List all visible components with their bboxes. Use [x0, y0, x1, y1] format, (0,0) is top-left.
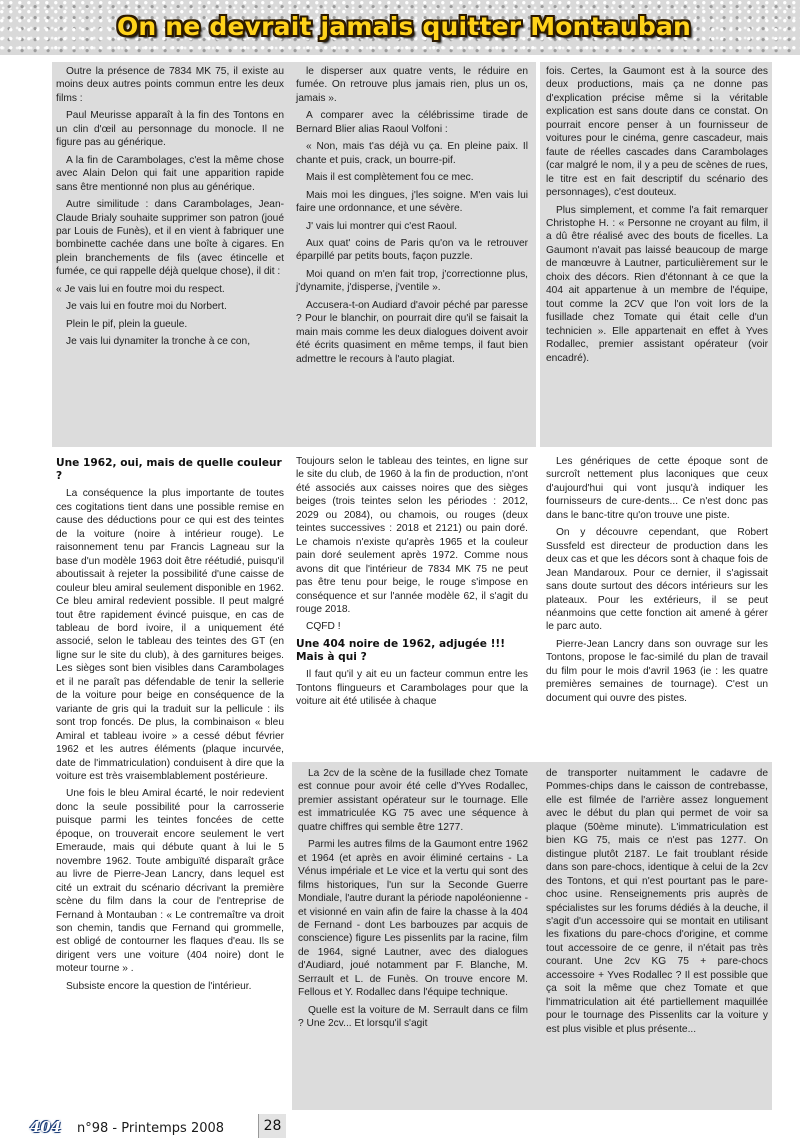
- col1-mid: [56, 455, 284, 997]
- paragraph: On y découvre cependant, que Robert Sussfeld est directeur de production dans les deux cas et que les décors sont à chaque fois de Jean Mandaroux. Pour ce dernier, il s'agissait sans doute surtout des décors intérieurs sur les plateaux. Pour les extérieurs, il se peut néanmoins que cette fonction ait amené à gérer le parc auto.: [546, 527, 768, 633]
- paragraph: La conséquence la plus importante de toutes ces cogitations tient dans une possible remise en cause des déductions pour ce qui est des teintes de la voiture (noire à intérieur rouge). Le raisonnement tenu par Francis Lagneau sur la base d'un modèle 1963 doit être réétudié, puisqu'il aboutissait à rejeter la possibilité d'une caisse de couleur bleu amiral seulement disponible en 1962. Ce bleu amiral redevient possible. Il peut malgré tout être rapidement évincé puisque, en cas de tableau de bord ivoire, il a uniquement été associé, selon le tableau des teintes des GT (en ligne sur le site du club), à des garnitures beiges. Les sièges sont bien visibles dans Carambolages et il ne paraît pas défendable de tenir la sellerie de la voiture pour beige en conséquence de la variante de gris qui la traduit sur la pellicule : ils sont trop foncés. De plus, la combinaison « bleu Amiral et tableau ivoire » a cessé début février 1962 et les autres éléments (plaque incurvée, date de l'immatriculation) conduisent à dire que la voiture est très vraisemblablement postérieure.: [56, 488, 284, 782]
- section-heading: Une 404 noire de 1962, adjugée !!! Mais à qui ?: [296, 637, 506, 664]
- magazine-logo: 404: [30, 1118, 62, 1136]
- paragraph: de transporter nuitamment le cadavre de Pommes-chips dans le caisson de contrebasse, elle est filmée de l'arrière assez longuement avec le début du plan qui permet de voir sa plaque (50ème minute). L'immatriculation est bien KG 75, mais ce n'est pas 1277. On distingue plutôt 2187. Le fait troublant réside dans son pare-chocs, identique à celui de la 2cv des Tontons, et qui n'est pourtant pas le pare-choc usine. Renseignements pris auprès de spécialistes sur les forums dédiés à la deuche, il s'agit d'un accessoire qui se montait en utilisant les fixations du pare-chocs d'origine, et comme tout accessoire de ce genre, il n'était pas très courant. Une 2cv KG 75 + pare-chocs accessoire + Yves Rodallec ? Il est possible que ça soit la même que chez Tomate et que l'immatriculation ait été partiellement maquillée pour le tournage des Pissenlits car la voiture y est plus visible et plus présente...: [546, 768, 768, 1035]
- paragraph: Accusera-t-on Audiard d'avoir péché par paresse ? Pour le blanchir, on pourrait dire qu'il se faisait la main mais comme les deux dialogues doivent avoir été écrits quasiment en même temps, il faut bien admettre le recours à l'auto plagiat.: [296, 299, 528, 365]
- quote-line: Je vais lui dynamiter la tronche à ce con,: [66, 336, 251, 348]
- sidebar-col1: [298, 767, 528, 1035]
- paragraph: Pierre-Jean Lancry dans son ouvrage sur les Tontons, propose le fac-similé du plan de travail du film pour le mois d'avril 1963 (ie : les quatre premières semaines de tournage). C'est un document qui ouvre des pistes.: [546, 638, 768, 704]
- page-title: On ne devrait jamais quitter Montauban: [116, 12, 692, 41]
- quote-line: Je vais lui en foutre moi du Norbert.: [66, 301, 227, 313]
- quote-line: Moi quand on m'en fait trop, j'correctionne plus, j'dynamite, j'disperse, j'ventile ».: [296, 268, 528, 294]
- quote-line: J' vais lui montrer qui c'est Raoul.: [306, 220, 458, 232]
- paragraph: le disperser aux quatre vents, le réduire en fumée. On retrouve plus jamais rien, plus un os, jamais ».: [296, 66, 528, 104]
- paragraph: Toujours selon le tableau des teintes, en ligne sur le site du club, de 1960 à la fin de production, n'ont été associés aux caisses noires que des sièges beiges (trois teintes selon les périodes : 2012, 2029 ou 2084), ou chamois, ou rouges (deux teintes successives : 2018 et 2121) ou pain doré. Le chamois n'existe qu'après 1965 et la couleur pain doré seulement après 1972. Comme nous avons dit que l'intérieur de 7834 MK 75 ne peut pas être tenu pour beige, le rouge s'impose en conséquence et sur l'année modèle 62, il s'agit du rouge 2018.: [296, 456, 528, 615]
- col1-top: [56, 65, 284, 353]
- issue-label: n°98 - Printemps 2008: [77, 1121, 225, 1136]
- paragraph: fois. Certes, la Gaumont est à la source des deux productions, mais ça ne donne pas d'explication précise même si la véritable explication est sans doute dans ce constat. On pourrait encore penser à un fournisseur de voitures pour le cinéma, genre cascadeur, mais faute de réelles cascades dans Carambolages (car malgré le nom, il y a peu de scènes de rues, le titre est en fait descriptif du scénario des personnages), c'est douteux.: [546, 66, 768, 199]
- paragraph: A la fin de Carambolages, c'est la même chose avec Alain Delon qui fait une apparition rapide sans être mentionné non plus au générique.: [56, 154, 284, 193]
- paragraph: La 2cv de la scène de la fusillade chez Tomate est connue pour avoir été celle d'Yves Rodallec, premier assistant opérateur sur le tournage. Elle est immatriculée KG 75 avec une séquence à quatre chiffres qui semble être 1277.: [298, 768, 528, 833]
- quote-line: « Je vais lui en foutre moi du respect.: [56, 283, 225, 295]
- paragraph: CQFD !: [306, 621, 341, 633]
- col2-top: [296, 65, 528, 370]
- paragraph: Autre similitude : dans Carambolages, Jean-Claude Brialy souhaite supprimer son patron (joué par Louis de Funès), et il en vient à fabriquer une bombinette cachée dans une boîte à cigares. En plein branchements de fils (avec étincelle et fumée, ce qui rappelle déjà quelque chose), il dit :: [56, 199, 284, 278]
- paragraph: Paul Meurisse apparaît à la fin des Tontons en un clin d'œil au personnage du monocle. Il ne figure pas au générique.: [56, 110, 284, 149]
- col3-top: [546, 65, 768, 369]
- paragraph: Outre la présence de 7834 MK 75, il existe au moins deux autres points commun entre les deux films :: [56, 66, 284, 104]
- paragraph: Subsiste encore la question de l'intérieur.: [66, 980, 252, 992]
- col2-mid: [296, 455, 528, 713]
- paragraph: Une fois le bleu Amiral écarté, le noir redevient donc la seule possibilité pour la carrosserie puisque parmi les teintes foncées de cette époque, on trouverait encore seulement le vert Emeraude, mais qui débute quant à lui le 5 novembre 1962. Toute ambiguïté disparaît grâce au livre de Pierre-Jean Lancry, dans lequel est cité un extrait du scénario décrivant la première scène du film dans la cour de l'entreprise de Fernand à Montauban : « Le contremaître va droit son chemin, tandis que Fernand qui grommelle, est obligé de contourner les flaques d'eau. Ils se dirigent vers une voiture (404 noire) dont le moteur tourne » .: [56, 788, 284, 975]
- col3-mid: [546, 455, 768, 709]
- quote-line: Aux quat' coins de Paris qu'on va le retrouver éparpillé par petits bouts, façon puzzle.: [296, 237, 528, 263]
- quote-line: « Non, mais t'as déjà vu ça. En pleine paix. Il chante et puis, crack, un bourre-pif.: [296, 141, 528, 166]
- page-number: 28: [258, 1114, 286, 1138]
- paragraph: Les génériques de cette époque sont de surcroît nettement plus laconiques que ceux d'aujourd'hui qui vont jusqu'à indiquer les fournisseurs de cure-dents... Ce n'est donc pas dans le banc-titre qu'on trouve une piste.: [546, 456, 768, 521]
- paragraph: Parmi les autres films de la Gaumont entre 1962 et 1964 (et après en avoir éliminé certains - La Vénus impériale et Le vice et la vertu qui sont des films historiques, l'un sur la Seconde Guerre Mondiale, l'autre durant la période napoléonienne - et visionné en vain afin de faire la chasse à la 404 de Fernand - dont Les barbouzes par acquis de conscience) figure Les pissenlits par la racine, film de 1964, signé Lautner, avec des dialogues d'Audiard, joué notamment par F. Blanche, M. Serrault et L. de Funès. On trouve encore M. Fellous et Y. Rodallec dans l'équipe technique.: [298, 839, 528, 999]
- sidebar-col2: [546, 767, 768, 1040]
- section-heading: Une 1962, oui, mais de quelle couleur ?: [56, 457, 282, 483]
- footer: [0, 1112, 800, 1143]
- paragraph: A comparer avec la célébrissime tirade de Bernard Blier alias Raoul Volfoni :: [296, 110, 528, 135]
- quote-line: Plein le pif, plein la gueule.: [66, 318, 188, 330]
- paragraph: Il faut qu'il y ait eu un facteur commun entre les Tontons flingueurs et Carambolages pour que la voiture ait été utilisée à chaque: [296, 669, 528, 708]
- quote-line: Mais il est complètement fou ce mec.: [306, 172, 474, 184]
- paragraph: Quelle est la voiture de M. Serrault dans ce film ? Une 2cv... Et lorsqu'il s'agit: [298, 1004, 528, 1030]
- paragraph: Plus simplement, et comme l'a fait remarquer Christophe H. : « Personne ne croyant au film, il a dû être réalisé avec des bouts de ficelles. La Gaumont n'avait pas laissé beaucoup de marge de manœuvre à Lautner, particulièrement sur le choix des décors. Rien d'étonnant à ce que la 404 ait appartenue à un membre de l'équipe, tout comme la 2CV que l'on voit lors de la fusillade chez Tomate qui était celle d'un technicien ». Elle appartenait en effet à Yves Rodallec, premier assistant opérateur (voir encadré).: [546, 204, 768, 364]
- quote-line: Mais moi les dingues, j'les soigne. M'en vais lui faire une ordonnance, et une sévère.: [296, 189, 528, 215]
